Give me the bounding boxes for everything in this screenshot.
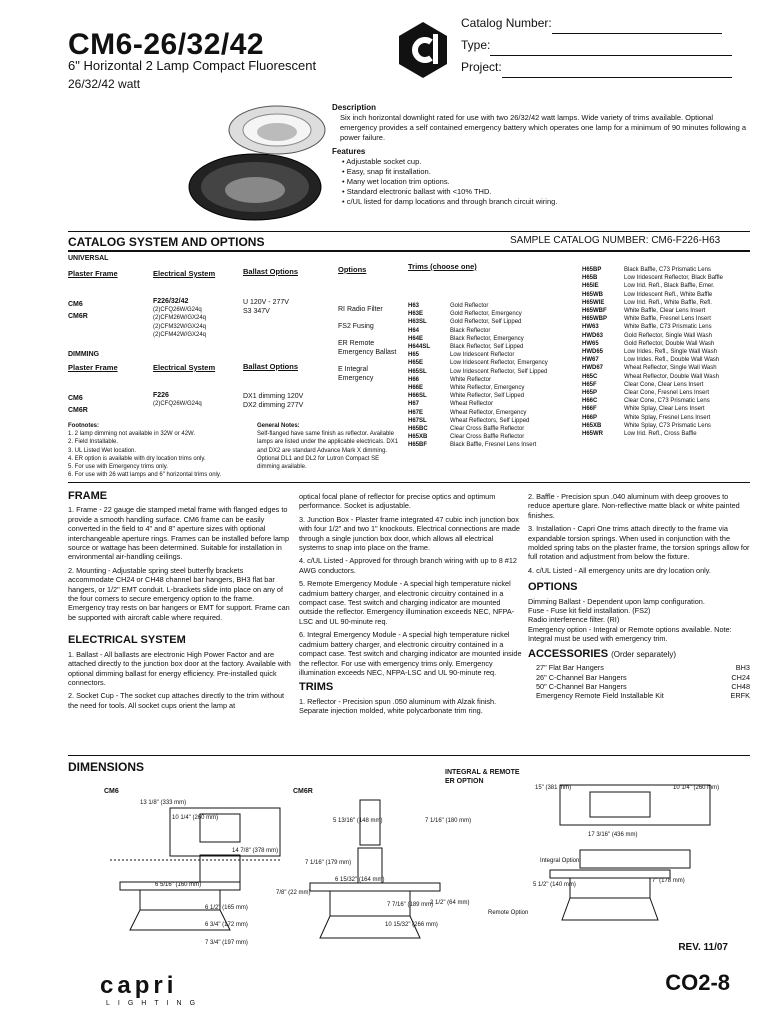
dimension-label: 7 1/16" (179 mm): [305, 860, 352, 866]
installation-text: 3. Installation - Capri One trims attach directly to the frame via expandable torsion springs. When used in conjunction with the molded spring tabs on the plaster frame, the torsion springs allow for full rotation and adjustment from below the fixture.: [528, 524, 750, 562]
focal-text: optical focal plane of reflector for precise optics and optimum performance. Socket is adjustable.: [299, 492, 496, 511]
cm6-drawing: [100, 800, 290, 955]
trim-name: White Baffle, C73 Prismatic Lens: [624, 324, 712, 331]
plaster-frame-header: Plaster Frame: [68, 269, 118, 278]
trim-name: White Splay, C73 Prismatic Lens: [624, 422, 711, 429]
ballast-options-header: Ballast Options: [243, 267, 299, 276]
trim-code: H65E: [408, 360, 424, 367]
dimension-label: 6 1/2" (165 mm): [205, 905, 248, 911]
trim-row: [582, 315, 752, 323]
trim-name: Clear Cone, Fresnel Lens Insert: [624, 390, 710, 397]
trim-code: HW63: [582, 324, 599, 331]
middle-column: [299, 492, 522, 720]
trim-code: H67: [408, 401, 420, 408]
ballast-item: DX2 dimming 277V: [243, 402, 304, 409]
trim-row: [408, 417, 578, 425]
option-radio: Radio interference filter. (RI): [528, 615, 620, 625]
dimension-label: 5 13/16" (148 mm): [333, 818, 383, 824]
type-field[interactable]: [490, 43, 732, 56]
sample-catalog-number: SAMPLE CATALOG NUMBER: CM6-F226-H63: [510, 235, 721, 246]
options-heading: OPTIONS: [528, 581, 578, 594]
trims-list-1: [408, 302, 578, 450]
trim-row: [582, 373, 752, 381]
dimension-label: 7/8" (22 mm): [276, 890, 311, 896]
trim-row: [582, 381, 752, 389]
trim-code: H67E: [408, 409, 424, 416]
trim-row: [582, 430, 752, 438]
trim-code: HW67: [582, 357, 599, 364]
trims-list-2: [582, 266, 752, 438]
trim-code: H66F: [582, 406, 597, 413]
dimension-label: 6 15/32" (164 mm): [335, 877, 385, 883]
trim-name: White Baffle, Clear Lens Insert: [624, 308, 706, 315]
socket-cup-text: 2. Socket Cup - The socket cup attaches directly to the trim without the need for tools. All socket cups orient the lamp at: [68, 691, 285, 710]
accessories-note: (Order separately): [611, 649, 677, 659]
trim-row: [408, 351, 578, 359]
trim-code: H65C: [582, 373, 598, 380]
product-subtitle: 6" Horizontal 2 Lamp Compact Fluorescent: [68, 58, 317, 73]
electrical-item: (2)CFM26W/GX24q: [153, 315, 207, 322]
trim-code: HWD67: [582, 365, 604, 372]
footnote: 5. For use with Emergency trims only.: [68, 464, 168, 471]
trim-code: H65BC: [408, 426, 428, 433]
trim-row: [582, 389, 752, 397]
trim-row: [408, 343, 578, 351]
trim-name: White Reflector, Emergency: [450, 385, 525, 392]
dimension-label: Integral Option: [540, 858, 580, 864]
right-column: [528, 492, 750, 701]
trim-name: Low Irid. Refl., Cross Baffle: [624, 431, 697, 438]
dimension-label: 15" (381 mm): [535, 785, 572, 791]
footnote: 1. 2 lamp dimming not available in 32W or 42W.: [68, 431, 196, 438]
dimensions-heading: DIMENSIONS: [68, 760, 145, 774]
electrical-item: F226/32/42: [153, 298, 189, 305]
trim-code: H63: [408, 303, 420, 309]
remote-emergency-text: 5. Remote Emergency Module - A special high temperature nickel cadmium battery charger, and electronic circuitry contained in a compact case. Test switch and charging indicator are mounted outside the reflector. Emergency illumination exceeds NEC, NFPA-LSC and UL 90-minute req.: [299, 579, 515, 626]
trim-code: H65XB: [408, 434, 428, 441]
cm6-dim-label: CM6: [104, 788, 119, 795]
accessory-row: [536, 663, 750, 672]
trims-heading: TRIMS: [299, 681, 334, 694]
frame-text: 1. Frame - 22 gauge die stamped metal frame with flanged edges to provide a smooth handling surface. CM6 frame can be easily converted in the field to 4" and 8" aperture sizes with optional interchangeable aperture rings. Frames can be installed before lamp source or wattage has been determined. Suitable for installation in environmental air-handling ceilings.: [68, 505, 290, 562]
catalog-number-label: Catalog Number:: [461, 16, 552, 30]
trim-name: Low Irid. Refl., Black Baffle, Emer.: [624, 283, 715, 290]
trim-row: [408, 318, 578, 326]
dimension-label: 6 3/4" (172 mm): [205, 922, 248, 928]
plaster-frame-header: Plaster Frame: [68, 363, 118, 372]
trim-name: Clear Cone, C73 Prismatic Lens: [624, 398, 710, 405]
accessory-code: BH3: [735, 663, 750, 673]
divider: [68, 482, 750, 483]
trim-name: Wheat Reflectors, Self Lipped: [450, 417, 530, 424]
frame-cm6-dim: CM6: [68, 395, 83, 402]
trim-code: HWD65: [582, 349, 604, 356]
option-emergency: Emergency option - Integral or Remote options available. Note: Integral must be used with emergency trim.: [528, 624, 732, 644]
electrical-item: (2)CFM42W/GX24q: [153, 331, 207, 338]
accessory-code: ERFK: [730, 691, 750, 701]
trim-name: Low Irides. Refl., Double Wall Wash: [624, 357, 720, 364]
trim-name: Black Baffle, C73 Prismatic Lens: [624, 267, 711, 273]
accessory-name: Emergency Remote Field Installable Kit: [536, 691, 664, 701]
accessories-heading: ACCESSORIES: [528, 647, 609, 660]
option-dimming: Dimming Ballast - Dependent upon lamp configuration.: [528, 596, 705, 606]
accessory-name: 26" C-Channel Bar Hangers: [536, 672, 627, 682]
trim-name: Wheat Reflector: [450, 401, 494, 408]
option-item: RI Radio Filter: [338, 306, 383, 313]
electrical-item: (2)CFQ26W/G24q: [153, 401, 202, 408]
trim-row: [582, 282, 752, 290]
left-column: [68, 492, 291, 714]
trim-name: Low Iridescent Reflector: [450, 352, 515, 359]
trim-code: H65WB: [582, 291, 604, 298]
trim-code: H65SL: [408, 368, 427, 375]
trim-row: [408, 359, 578, 367]
feature-item: • Standard electronic ballast with <10% THD.: [342, 187, 752, 197]
trim-code: H65P: [582, 390, 598, 397]
cul-text: 4. c/UL Listed - Approved for through branch wiring with up to 8 #12 AWG conductors.: [299, 556, 517, 575]
trim-code: H65WIE: [582, 299, 605, 306]
footnotes: [68, 422, 253, 479]
project-field[interactable]: [502, 65, 732, 78]
trim-code: H644SL: [408, 344, 431, 351]
baffle-image: [185, 150, 325, 225]
divider: [68, 755, 750, 756]
trim-name: Gold Reflector, Single Wall Wash: [624, 332, 712, 339]
accessory-code: CH48: [731, 681, 750, 691]
trim-name: Wheat Reflector, Emergency: [450, 409, 527, 416]
accessory-row: [536, 682, 750, 691]
trim-code: H65IE: [582, 283, 599, 290]
trim-row: [408, 310, 578, 318]
electrical-system-header: Electrical System: [153, 363, 216, 372]
frame-cm6r: CM6R: [68, 313, 88, 320]
dimension-label: 7 3/4" (197 mm): [205, 940, 248, 946]
dimension-label: 17 3/16" (436 mm): [588, 832, 638, 838]
brand-lighting: LIGHTING: [106, 1000, 204, 1007]
option-item: E Integral Emergency: [338, 366, 374, 382]
page-code: CO2-8: [665, 970, 730, 995]
feature-item: • Easy, snap fit installation.: [342, 167, 752, 177]
trim-code: H66E: [408, 385, 424, 392]
trim-code: H66P: [582, 414, 598, 421]
wattage-label: 26/32/42 watt: [68, 77, 141, 91]
trim-row: [582, 397, 752, 405]
trim-row: [408, 433, 578, 441]
trim-row: [408, 302, 578, 310]
integral-drawing: [520, 780, 750, 955]
dimension-label: 7 7/16" (189 mm): [387, 902, 434, 908]
description-block: [332, 103, 752, 207]
feature-item: • Many wet location trim options.: [342, 177, 752, 187]
trim-row: [582, 323, 752, 331]
accessory-row: [536, 691, 750, 700]
trim-code: H66SL: [408, 393, 427, 400]
trim-row: [408, 368, 578, 376]
trim-row: [582, 405, 752, 413]
trim-row: [582, 364, 752, 372]
accessory-name: 27" Flat Bar Hangers: [536, 663, 604, 673]
dimension-label: 10 1/4" (260 mm): [172, 815, 219, 821]
feature-item: • c/UL listed for damp locations and through branch circuit wiring.: [342, 197, 752, 207]
trim-code: H65BF: [408, 442, 428, 449]
trim-row: [408, 392, 578, 400]
footnote: 4. ER option is available with dry location trims only.: [68, 455, 206, 462]
trim-row: [582, 414, 752, 422]
trim-row: [582, 356, 752, 364]
trim-row: [408, 425, 578, 433]
electrical-heading: ELECTRICAL SYSTEM: [68, 634, 186, 647]
feature-item: • Adjustable socket cup.: [342, 157, 752, 167]
dimension-label: 13 1/8" (333 mm): [140, 800, 187, 806]
electrical-system-header: Electrical System: [153, 269, 216, 278]
trim-row: [582, 291, 752, 299]
ballast-item: DX1 dimming 120V: [243, 393, 304, 400]
trim-name: Low Iridescent Reflector, Black Baffle: [624, 275, 723, 282]
mounting-text: 2. Mounting - Adjustable spring steel butterfly brackets accommodate CH24 or CH48 channel bar hangers, BH3 flat bar hangers, or 1/2" EMT conduit. L-brackets slide into place on any of the four corners to secure emergency option to the frame. Emergency tray rests on bar hangers or EMT for support. Frame can be supported with aircraft cable where required.: [68, 565, 290, 622]
cm6r-dim-label: CM6R: [293, 788, 313, 795]
dimension-label: Remote Option: [488, 910, 529, 916]
trim-code: H65B: [582, 275, 598, 282]
trim-code: H66C: [582, 398, 598, 405]
trim-code: H65F: [582, 381, 597, 388]
electrical-universal-list: [153, 298, 206, 339]
trim-row: [408, 327, 578, 335]
trim-code: H66: [408, 376, 420, 383]
cul-emergency-text: 4. c/UL Listed - All emergency units are dry location only.: [528, 565, 711, 575]
type-label: Type:: [461, 38, 491, 52]
dimension-label: 2 1/2" (64 mm): [430, 900, 470, 906]
options-header: Options: [338, 265, 367, 274]
description-text: Six inch horizontal downlight rated for use with two 26/32/42 watt lamps. Wide variety of trims available. Optional emergency provides a self contained emergency battery which operates one lamp for a minimum of 90 minutes following a power failure.: [340, 113, 747, 142]
trim-code: H64E: [408, 335, 424, 342]
catalog-fields: [461, 12, 732, 78]
trim-name: White Baffle, Fresnel Lens Insert: [624, 316, 711, 323]
trim-code: H65BP: [582, 267, 602, 273]
option-item: FS2 Fusing: [338, 323, 374, 330]
footnotes-heading: Footnotes:: [68, 423, 99, 429]
trim-code: H65WBP: [582, 316, 608, 323]
trim-row: [582, 274, 752, 282]
dimension-label: 5 1/2" (140 mm): [533, 882, 576, 888]
trim-row: [582, 266, 752, 274]
accessory-name: 50" C-Channel Bar Hangers: [536, 681, 627, 691]
trim-row: [408, 441, 578, 449]
catalog-heading: CATALOG SYSTEM AND OPTIONS: [68, 235, 265, 249]
capri-logo-icon: [397, 20, 449, 80]
dimension-label: 7 1/16" (180 mm): [425, 818, 472, 824]
trim-row: [582, 422, 752, 430]
baffle-text: 2. Baffle - Precision spun .040 aluminum with deep grooves to reduce aperture glare. Non-reflective matte black or white painted finishes.: [528, 492, 740, 520]
ballast-options-header: Ballast Options: [243, 362, 299, 371]
frame-cm6: CM6: [68, 301, 83, 308]
reflector-text: 1. Reflector - Precision spun .050 aluminum with Alzak finish. Separate injection molded, white polycarbonate trim ring.: [299, 696, 497, 716]
trim-name: Clear Cross Baffle Reflector: [450, 434, 525, 441]
trim-name: Clear Cone, Clear Lens Insert: [624, 381, 704, 388]
trim-name: White Reflector, Self Lipped: [450, 393, 525, 400]
trim-row: [582, 299, 752, 307]
trim-name: Low Iridescent Reflector, Self Lipped: [450, 368, 548, 375]
trim-name: Clear Cross Baffle Reflector: [450, 426, 525, 433]
footnote: 3. UL Listed Wet location.: [68, 447, 137, 454]
project-label: Project:: [461, 60, 502, 74]
trim-row: [408, 400, 578, 408]
integral-emergency-text: 6. Integral Emergency Module - A special high temperature nickel cadmium battery charger, and electronic circuitry contained in a compact case. Test switch and charging indicator are mounted inside the reflector. For use with emergency trims only. Emergency illumination exceeds NEC, NFPA-LSC and UL 90-minute req.: [299, 630, 522, 677]
trim-code: H63SL: [408, 319, 427, 326]
ballast-universal-list: [243, 298, 289, 316]
accessory-code: CH24: [731, 672, 750, 682]
frame-heading: FRAME: [68, 490, 108, 502]
trim-name: Gold Reflector: [450, 303, 489, 309]
trim-name: White Splay, Clear Lens Insert: [624, 406, 705, 413]
ballast-item: U 120V - 277V: [243, 299, 289, 306]
trim-code: H63E: [408, 311, 424, 318]
trims-header: Trims (choose one): [408, 262, 477, 271]
features-heading: Features: [332, 147, 366, 156]
catalog-number-field[interactable]: [552, 21, 722, 34]
trim-code: HW65: [582, 340, 599, 347]
dimming-label: DIMMING: [68, 351, 100, 358]
trim-name: White Reflector: [450, 376, 492, 383]
ballast-text: 1. Ballast - All ballasts are electronic High Power Factor and are attached directly to the junction box door at the factory. Available with optional dimming ballast for energy efficiency. Pre-installed quick connectors.: [68, 649, 291, 687]
integral-label: INTEGRAL & REMOTE ER OPTION: [445, 769, 520, 785]
divider: [68, 250, 750, 252]
options-list: [338, 305, 404, 383]
trim-code: H65WBF: [582, 308, 607, 315]
trim-name: White Splay, Fresnel Lens Insert: [624, 414, 711, 421]
electrical-item: F226: [153, 392, 169, 399]
trim-row: [582, 340, 752, 348]
accessory-row: [536, 673, 750, 682]
page-title: CM6-26/32/42: [68, 28, 265, 61]
dimension-label: 10 1/4" (260 mm): [673, 785, 720, 791]
footnote: 6. For use with 26 watt lamps and 6" horizontal trims only.: [68, 472, 222, 479]
trim-row: [408, 376, 578, 384]
universal-label: UNIVERSAL: [68, 255, 109, 262]
trim-name: Low Irid. Refl., White Baffle, Refl.: [624, 299, 712, 306]
trim-row: [582, 348, 752, 356]
trim-name: Low Irides. Refl., Single Wall Wash: [624, 349, 717, 356]
trim-row: [408, 409, 578, 417]
trim-name: Wheat Reflector, Single Wall Wash: [624, 365, 717, 372]
trim-name: Gold Reflector, Double Wall Wash: [624, 340, 715, 347]
footnote: 2. Field Installable.: [68, 439, 119, 446]
general-notes-text: Self-flanged have same finish as reflector. Available lamps are listed under the applicable electricals. DX1 and DX2 are standard Advance Mark X dimming. Optional DL1 and DL2 for Lutron Compact SE dimming available.: [257, 431, 399, 471]
option-fuse: Fuse - Fuse kit field installation. (FS2): [528, 606, 651, 616]
trim-name: Gold Reflector, Self Lipped: [450, 319, 522, 326]
features-list: [332, 157, 752, 207]
dimension-label: 7" (178 mm): [652, 878, 685, 884]
trim-name: Wheat Reflector, Double Wall Wash: [624, 373, 719, 380]
trim-code: H64: [408, 327, 420, 334]
general-notes-heading: General Notes:: [257, 423, 300, 429]
trim-name: Black Reflector, Emergency: [450, 335, 524, 342]
trim-name: Black Baffle, Fresnel Lens Insert: [450, 442, 537, 449]
frame-cm6r-dim: CM6R: [68, 407, 88, 414]
trim-name: Low Iridescent Refl., White Baffle: [624, 291, 713, 298]
trim-name: Low Iridescent Reflector, Emergency: [450, 360, 548, 367]
junction-box-text: 3. Junction Box - Plaster frame integrated 47 cubic inch junction box with four 1/2" and two 1" knockouts. Electrical connections are made through a single junction box door, which allows all electrical systems to snap into place on the frame.: [299, 514, 520, 553]
trim-code: H65XB: [582, 422, 602, 429]
ballast-dimming-list: [243, 392, 303, 410]
trim-row: [408, 335, 578, 343]
option-item: ER Remote Emergency Ballast: [338, 340, 397, 356]
electrical-dimming-list: [153, 392, 202, 408]
trim-code: H65WR: [582, 431, 604, 438]
electrical-item: (2)CFQ26W/G24q: [153, 307, 202, 314]
accessories-list: [528, 663, 750, 701]
divider: [68, 231, 750, 232]
trim-name: Black Reflector, Self Lipped: [450, 344, 524, 351]
trim-code: HWD63: [582, 332, 604, 339]
trim-row: [582, 332, 752, 340]
brand-logo: capri: [100, 972, 178, 999]
revision-label: REV. 11/07: [678, 942, 728, 953]
ballast-item: S3 347V: [243, 308, 270, 315]
dimension-label: 10 15/32" (266 mm): [385, 922, 438, 928]
trim-row: [582, 307, 752, 315]
trim-name: Black Reflector: [450, 327, 491, 334]
dimension-label: 6 5/16" (160 mm): [155, 882, 202, 888]
dimension-label: 14 7/8" (378 mm): [232, 848, 279, 854]
trim-code: H67SL: [408, 417, 427, 424]
description-heading: Description: [332, 103, 377, 112]
general-notes: [257, 422, 402, 471]
trim-row: [408, 384, 578, 392]
electrical-item: (2)CFM32W/GX24q: [153, 323, 207, 330]
trim-name: Gold Reflector, Emergency: [450, 311, 522, 318]
trim-code: H65: [408, 352, 420, 359]
